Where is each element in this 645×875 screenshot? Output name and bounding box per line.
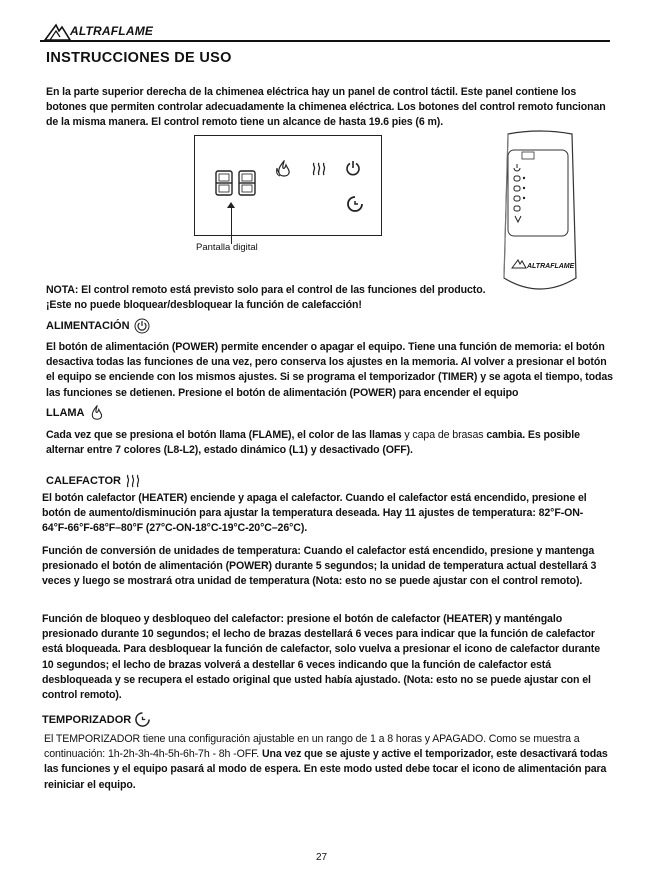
note-line-1: NOTA: El control remoto está previsto solo para el control de las funciones del producto. <box>46 284 486 296</box>
section-heading-temporizador <box>42 712 150 727</box>
lock-label: Función de bloqueo y desbloqueo del calefactor: <box>42 613 284 625</box>
llama-body-text-2: cambia. Es posible alternar entre 7 colores (L8-L2), estado dinámico (L1) y desactivado (OFF). <box>46 429 580 457</box>
flame-logo-icon <box>44 22 72 42</box>
page-title: INSTRUCCIONES DE USO <box>46 50 232 66</box>
section-heading-alimentacion <box>46 318 150 334</box>
section-heading-llama <box>46 405 105 421</box>
llama-body-light: y capa de brasas <box>401 429 487 441</box>
intro-paragraph: En la parte superior derecha de la chimenea eléctrica hay un panel de control táctil. Este panel contiene los botones que permiten controlar adecuadamente la chimenea eléctrica. Los botones del control remoto funcionan de la misma manera. El control remoto tiene un alcance de hasta 19.6 pies (6 m). <box>46 86 606 129</box>
brand-name: ALTRAFLAME <box>70 24 154 38</box>
temporizador-body-bold: Una vez que se ajuste y active el temporizador, este desactivará todas las funciones y el equipo pasará al modo de espera. En este modo usted debe tocar el icono de alimentación para reiniciar el equipo. <box>44 748 608 791</box>
lock-body: presione el botón de calefactor (HEATER) y manténgalo presionado durante 10 segundos; el lecho de brazas destellará 6 veces para indicar que la función de calefactor está bloqueada. Para desbloquear la función de calefactor, solo vuelva a presionar el icono de calefactor durante 10 segundos; el lecho de brazas volverá a destellar 6 veces indicando que la función de calefactor está desbloqueada y se recupera el estado original que usted había ajustado. (Nota: esto no se puede ajustar con el control remoto). <box>42 613 601 702</box>
note-line-2: ¡Este no puede bloquear/desbloquear la función de calefacción! <box>46 299 362 312</box>
digital-display <box>215 170 256 196</box>
brand-logo <box>44 22 194 42</box>
flame-icon <box>89 405 105 421</box>
heater-icon <box>125 474 141 488</box>
temporizador-body <box>44 732 610 793</box>
conversion-paragraph <box>42 544 604 590</box>
seven-segment-digit <box>238 170 256 196</box>
note-block <box>46 283 496 313</box>
conversion-label: Función de conversión de unidades de temperatura: <box>42 545 301 557</box>
remote-control-illustration <box>500 128 580 298</box>
pointer-line <box>231 206 232 244</box>
conversion-body: Cuando el calefactor está encendido, presione y mantenga presionado el botón de alimentación (POWER) durante 5 segundos; la unidad de temperatura actual destellará 3 veces y luego se mostrará otra unidad de temperatura (Nota: esto no se puede ajustar con el control remoto). <box>42 545 597 588</box>
flame-icon[interactable] <box>275 160 293 178</box>
temporizador-heading-text: TEMPORIZADOR <box>42 713 132 726</box>
temporizador-body-light: El TEMPORIZADOR tiene una configuración ajustable en un rango de 1 a 8 horas y APAGADO. Como se muestra a continuación: 1h-2h-3h-4h-5h-6h-7h - 8h -OFF. <box>44 733 580 761</box>
heater-icon[interactable] <box>311 162 327 176</box>
page-number: 27 <box>316 852 328 863</box>
calefactor-heading-text: CALEFACTOR <box>46 475 121 487</box>
control-panel-diagram <box>194 135 382 236</box>
timer-icon[interactable] <box>347 196 363 212</box>
lock-paragraph <box>42 612 604 703</box>
alimentacion-heading-text: ALIMENTACIÓN <box>46 320 130 332</box>
llama-heading-text: LLAMA <box>46 407 85 419</box>
display-caption: Pantalla digital <box>196 242 258 253</box>
power-icon <box>134 318 150 334</box>
calefactor-body: El botón calefactor (HEATER) enciende y apaga el calefactor. Cuando el calefactor está encendido, presione el botón de aumento/disminución para ajustar la temperatura deseada. Hay 11 ajustes de temperatura: 82°F-ON-64°F-66°F-68°F–80°F (27°C-ON-18°C-19°C-20°C–26°C). <box>42 492 587 535</box>
timer-icon <box>135 712 150 727</box>
llama-body <box>46 428 606 458</box>
header-divider <box>40 40 610 42</box>
alimentacion-body: El botón de alimentación (POWER) permite encender o apagar el equipo. Tiene una función de memoria: el botón desactiva todas las funciones de una vez, pero conserva los ajustes en la memoria. Al volver a presionar el botón el equipo se enciende con los mismos ajustes. Si se programa el temporizador (TIMER) y se agota el tiempo, todas las funciones se detienen. Presione el botón de alimentación (POWER) para encender el equipo <box>46 341 613 399</box>
section-heading-calefactor <box>46 474 141 488</box>
seven-segment-digit <box>215 170 233 196</box>
llama-body-text: Cada vez que se presiona el botón llama (FLAME), el color de las llamas <box>46 429 402 441</box>
power-icon[interactable] <box>345 160 361 176</box>
remote-brand-name: ALTRAFLAME <box>527 263 575 270</box>
